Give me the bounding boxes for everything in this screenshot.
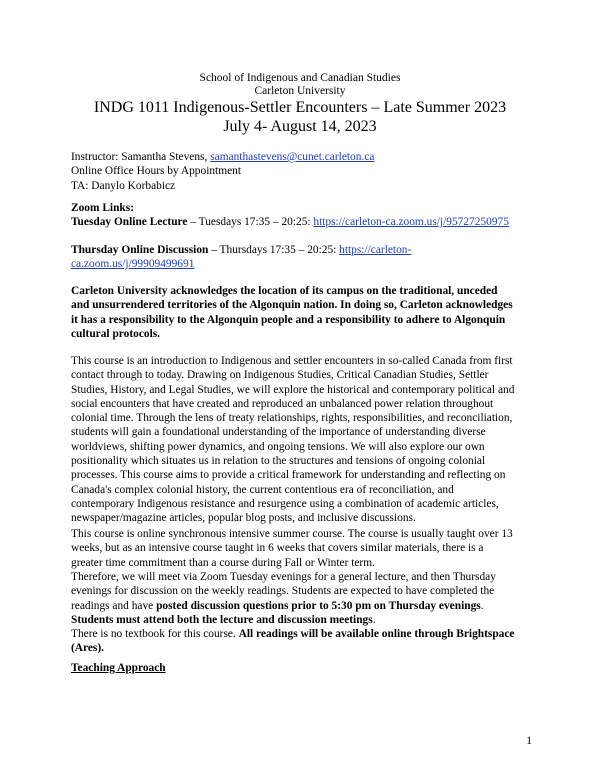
instructor-label: Instructor: Samantha Stevens,: [71, 151, 211, 163]
textbook-text: There is no textbook for this course.: [71, 628, 239, 640]
land-acknowledgement: [71, 284, 541, 341]
instructor-block: [71, 150, 541, 193]
zoom-heading: Zoom Links:: [71, 202, 134, 214]
course-intro-paragraph: [71, 354, 541, 526]
ta-name: TA: Danylo Korbabicz: [71, 179, 176, 192]
attendance-requirement: Students must attend both the lecture and discussion meetings: [71, 613, 373, 626]
format-line: weeks, but as an intensive course taught in 6 weeks that covers similar materials, there is a: [71, 542, 484, 555]
meetings-line: evenings for discussion on the weekly readings. Students are expected to have completed the: [71, 585, 495, 598]
format-line: This course is online synchronous intensive summer course. The course is usually taught over 13: [71, 528, 513, 540]
intro-line: Studies, History, and Legal Studies, we will explore the historical and contemporary political and: [71, 383, 515, 396]
intro-line: contemporary Indigenous resistance and resurgence using a combination of academic articles,: [71, 497, 499, 510]
discussion-deadline: posted discussion questions prior to 5:30 pm on Thursday evenings: [156, 599, 481, 612]
office-hours: Online Office Hours by Appointment: [71, 165, 241, 178]
intro-line: processes. This course aims to provide a critical framework for understanding and reflecting on: [71, 469, 506, 482]
course-format-paragraph: [71, 527, 541, 570]
intro-line: colonial time. Through the lens of treaty relationships, rights, responsibilities, and reconciliation,: [71, 412, 513, 425]
course-title: INDG 1011 Indigenous-Settler Encounters – Late Summer 2023: [93, 99, 507, 116]
discussion-zoom-link-part2[interactable]: ca.zoom.us/j/99909499691: [71, 258, 195, 271]
intro-line: students will gain a foundational understanding of the importance of understanding diverse: [71, 426, 486, 439]
meetings-paragraph: [71, 570, 541, 627]
format-line: greater time commitment than a course during Fall or Winter term.: [71, 556, 375, 569]
meetings-line: Therefore, we will meet via Zoom Tuesday evenings for a general lecture, and then Thursday: [71, 571, 496, 583]
page-number: 1: [526, 735, 532, 747]
lecture-label: Tuesday Online Lecture: [71, 216, 188, 229]
discussion-zoom-link-part1[interactable]: https://carleton-: [339, 244, 412, 256]
intro-line: positionality which situates us in relation to the structures and tensions of ongoing colonial: [71, 455, 486, 468]
discussion-time: – Thursdays 17:35 – 20:25:: [208, 244, 340, 256]
intro-line: This course is an introduction to Indigenous and settler encounters in so-called Canada from first: [71, 355, 513, 367]
meetings-text: .: [480, 599, 484, 612]
department-name: School of Indigenous and Canadian Studies: [199, 72, 401, 84]
intro-line: contact through to today. Drawing on Indigenous Studies, Critical Canadian Studies, Settler: [71, 369, 489, 382]
land-ack-line: Carleton University acknowledges the location of its campus on the traditional, unceded: [71, 285, 498, 297]
land-ack-line: it has a responsibility to the Algonquin people and a responsibility to adhere to Algonquin: [71, 313, 506, 326]
instructor-email-link[interactable]: samanthastevens@cunet.carleton.ca: [210, 151, 375, 163]
intro-line: Canada's complex colonial history, the current contentious era of reconciliation, and: [71, 483, 454, 496]
intro-line: worldviews, shifting power dynamics, and ongoing tensions. We will also explore our own: [71, 440, 485, 453]
meetings-text: .: [372, 613, 376, 626]
course-dates: July 4- August 14, 2023: [223, 118, 377, 135]
readings-note-end: (Ares).: [71, 642, 104, 655]
discussion-block: [71, 243, 541, 272]
section-heading-teaching-approach: Teaching Approach: [71, 662, 166, 674]
lecture-time: – Tuesdays 17:35 – 20:25:: [187, 216, 314, 229]
intro-line: newspaper/magazine articles, popular blog posts, and inclusive discussions.: [71, 512, 416, 525]
readings-note: All readings will be available online through Brightspace: [238, 628, 515, 640]
textbook-paragraph: [71, 627, 541, 656]
land-ack-line: cultural protocols.: [71, 327, 161, 340]
intro-line: social encounters that have created and reproduced an unbalanced power relation throughout: [71, 397, 494, 410]
meetings-text: readings and have: [71, 599, 157, 612]
land-ack-line: and unsurrendered territories of the Algonquin nation. In doing so, Carleton acknowledges: [71, 299, 513, 312]
university-name: Carleton University: [254, 85, 346, 97]
zoom-links-block: [71, 201, 541, 230]
discussion-label: Thursday Online Discussion: [71, 244, 209, 256]
lecture-zoom-link[interactable]: https://carleton-ca.zoom.us/j/95727250975: [313, 216, 509, 229]
